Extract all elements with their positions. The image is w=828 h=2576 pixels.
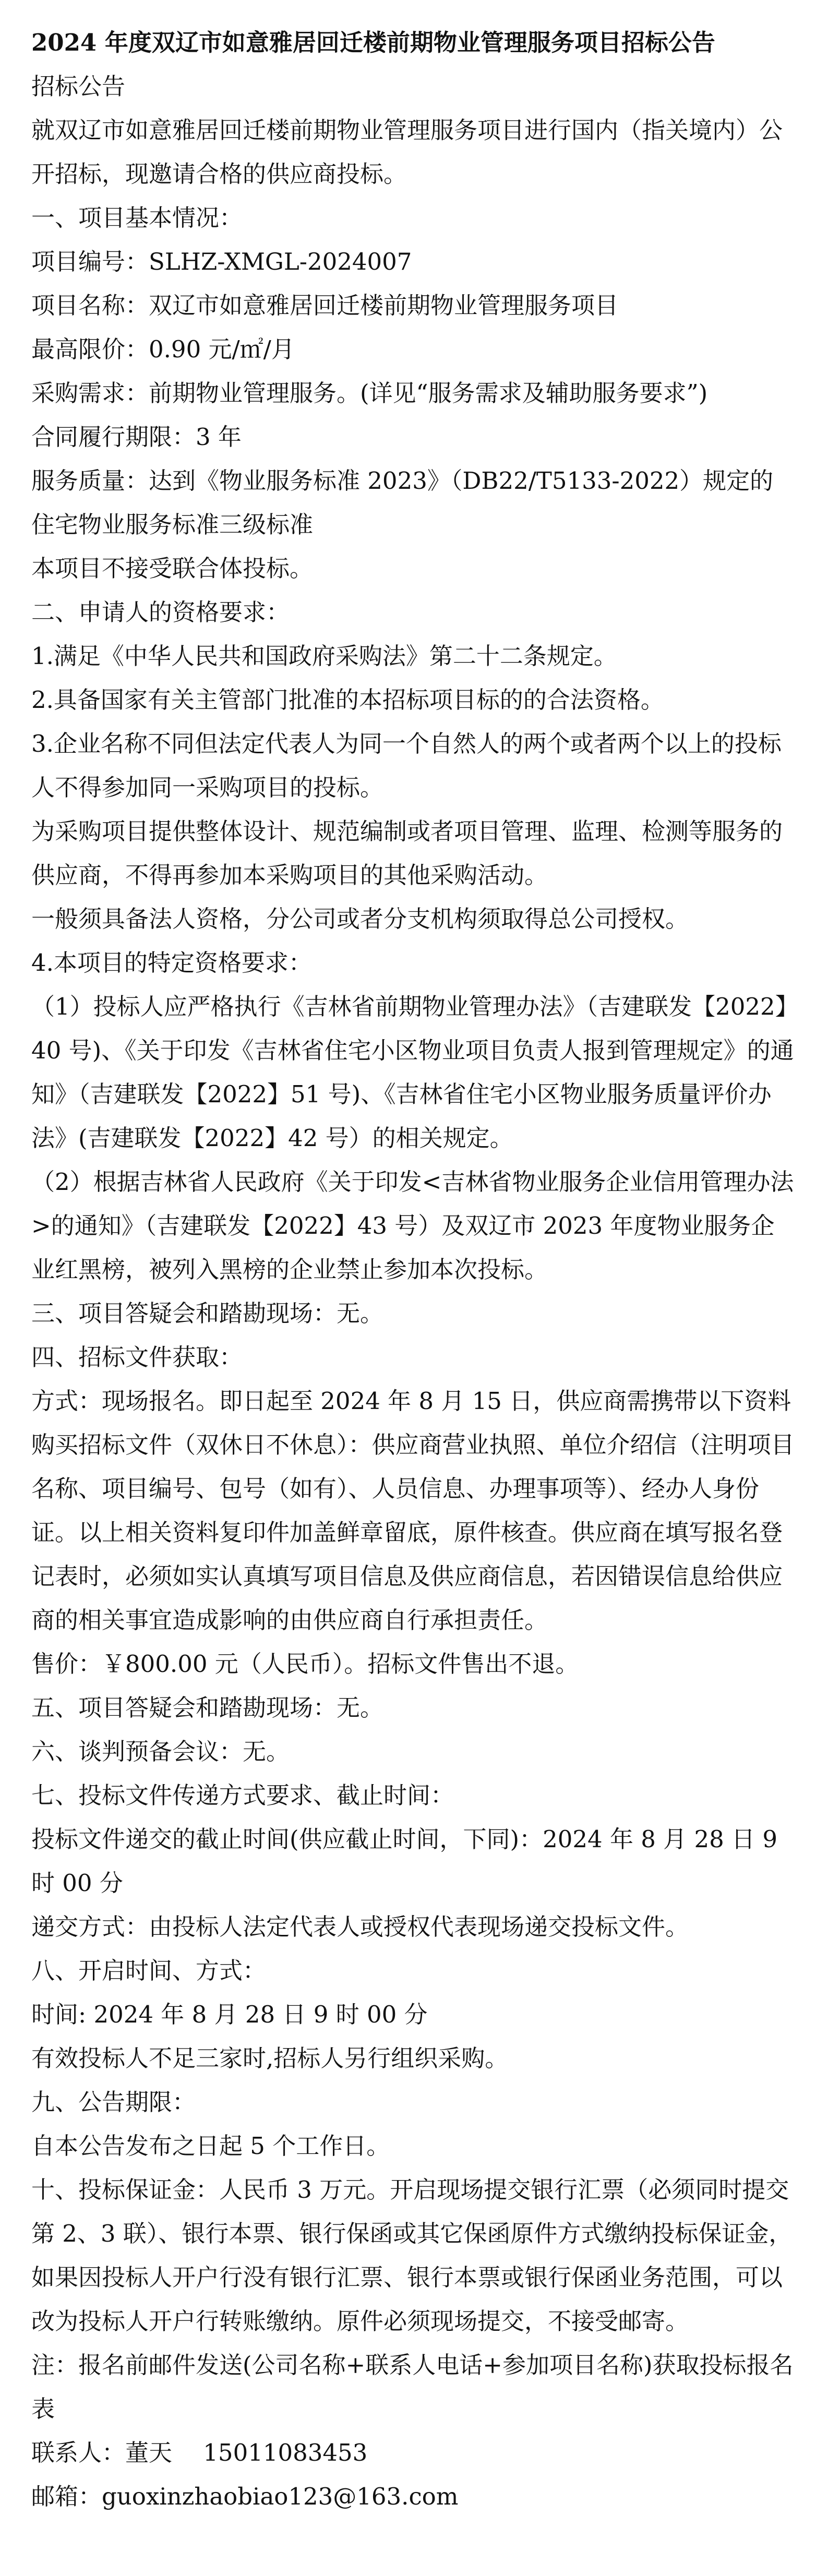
submission-method: 递交方式：由投标人法定代表人或授权代表现场递交投标文件。 — [31, 1913, 689, 1941]
section-1-heading: 一、项目基本情况： — [31, 204, 243, 232]
submission-deadline: 投标文件递交的截止时间(供应截止时间，下同)：2024 年 8 月 28 日 9 时 00 分 — [31, 1825, 785, 1897]
special-requirement-2: （2）根据吉林省人民政府《关于印发<吉林省物业服务企业信用管理办法>的通知》（吉建联发【2022】43 号）及双辽市 2023 年度物业服务企业红黑榜，被列入黑榜的企业禁止参加本次投标。 — [31, 1168, 794, 1283]
section-3-heading: 三、项目答疑会和踏勘现场：无。 — [31, 1299, 384, 1327]
section-6-heading: 六、谈判预备会议：无。 — [31, 1738, 290, 1765]
qualification-design-note: 为采购项目提供整体设计、规范编制或者项目管理、监理、检测等服务的供应商，不得再参加本采购项目的其他采购活动。 — [31, 817, 783, 889]
acquisition-method: 方式：现场报名。即日起至 2024 年 8 月 15 日，供应商需携带以下资料购买招标文件（双休日不休息）：供应商营业执照、单位介绍信（注明项目名称、项目编号、包号（如有）、人员信息、办理事项等）、经办人身份证。以上相关资料复印件加盖鲜章留底，原件核查。供应商在填写报名登记表时，必须如实认真填写项目信息及供应商信息，若因错误信息给供应商的相关事宜造成影响的由供应商自行承担责任。 — [31, 1387, 795, 1634]
intro-paragraph: 就双辽市如意雅居回迁楼前期物业管理服务项目进行国内（指关境内）公开招标，现邀请合格的供应商投标。 — [31, 116, 783, 188]
qualification-4-heading: 4.本项目的特定资格要求： — [31, 949, 312, 977]
project-name: 项目名称：双辽市如意雅居回迁楼前期物业管理服务项目 — [31, 292, 619, 319]
section-5-heading: 五、项目答疑会和踏勘现场：无。 — [31, 1694, 384, 1722]
qualification-3: 3.企业名称不同但法定代表人为同一个自然人的两个或者两个以上的投标人不得参加同一采购项目的投标。 — [31, 730, 782, 801]
special-requirement-1: （1）投标人应严格执行《吉林省前期物业管理办法》（吉建联发【2022】40 号)、《关于印发《吉林省住宅小区物业项目负责人报到管理规定》的通知》（吉建联发【2022】51 号)、《吉林省住宅小区物业服务质量评价办法》(吉建联发【2022】42 号）的相关规定。 — [31, 993, 794, 1152]
announcement-heading: 招标公告 — [31, 73, 126, 100]
qualification-legal-person: 一般须具备法人资格，分公司或者分支机构须取得总公司授权。 — [31, 905, 689, 933]
project-number: 项目编号：SLHZ-XMGL-2024007 — [31, 248, 412, 275]
qualification-1: 1.满足《中华人民共和国政府采购法》第二十二条规定。 — [31, 642, 617, 670]
service-quality: 服务质量：达到《物业服务标准 2023》（DB22/T5133-2022）规定的住宅物业服务标准三级标准 — [31, 467, 774, 538]
section-8-heading: 八、开启时间、方式： — [31, 1957, 267, 1984]
notice-period: 自本公告发布之日起 5 个工作日。 — [31, 2132, 390, 2160]
contact-person: 联系人：董天 15011083453 — [31, 2439, 368, 2466]
qualification-2: 2.具备国家有关主管部门批准的本招标项目标的的合法资格。 — [31, 686, 664, 714]
max-price: 最高限价：0.90 元/㎡/月 — [31, 335, 295, 363]
insufficient-bidders-note: 有效投标人不足三家时,招标人另行组织采购。 — [31, 2044, 509, 2072]
section-2-heading: 二、申请人的资格要求： — [31, 598, 290, 626]
document-price: 售价：￥800.00 元（人民币）。招标文件售出不退。 — [31, 1650, 579, 1678]
document-title: 2024 年度双辽市如意雅居回迁楼前期物业管理服务项目招标公告 — [31, 29, 715, 56]
registration-note: 注：报名前邮件发送(公司名称+联系人电话+参加项目名称)获取投标报名表 — [31, 2351, 794, 2423]
contact-email[interactable]: 邮箱：guoxinzhaobiao123@163.com — [31, 2483, 459, 2510]
section-7-heading: 七、投标文件传递方式要求、截止时间： — [31, 1781, 454, 1809]
contract-period: 合同履行期限：3 年 — [31, 423, 242, 451]
opening-time: 时间: 2024 年 8 月 28 日 9 时 00 分 — [31, 2001, 428, 2028]
procurement-need: 采购需求：前期物业管理服务。(详见“服务需求及辅助服务要求”) — [31, 379, 708, 407]
section-9-heading: 九、公告期限： — [31, 2088, 196, 2116]
bid-bond: 十、投标保证金：人民币 3 万元。开启现场提交银行汇票（必须同时提交第 2、3 联）、银行本票、银行保函或其它保函原件方式缴纳投标保证金，如果因投标人开户行没有银行汇票、银行本票或银行保函业务范围，可以改为投标人开户行转账缴纳。原件必须现场提交，不接受邮寄。 — [31, 2176, 793, 2335]
no-consortium: 本项目不接受联合体投标。 — [31, 555, 314, 582]
section-4-heading: 四、招标文件获取： — [31, 1343, 243, 1371]
